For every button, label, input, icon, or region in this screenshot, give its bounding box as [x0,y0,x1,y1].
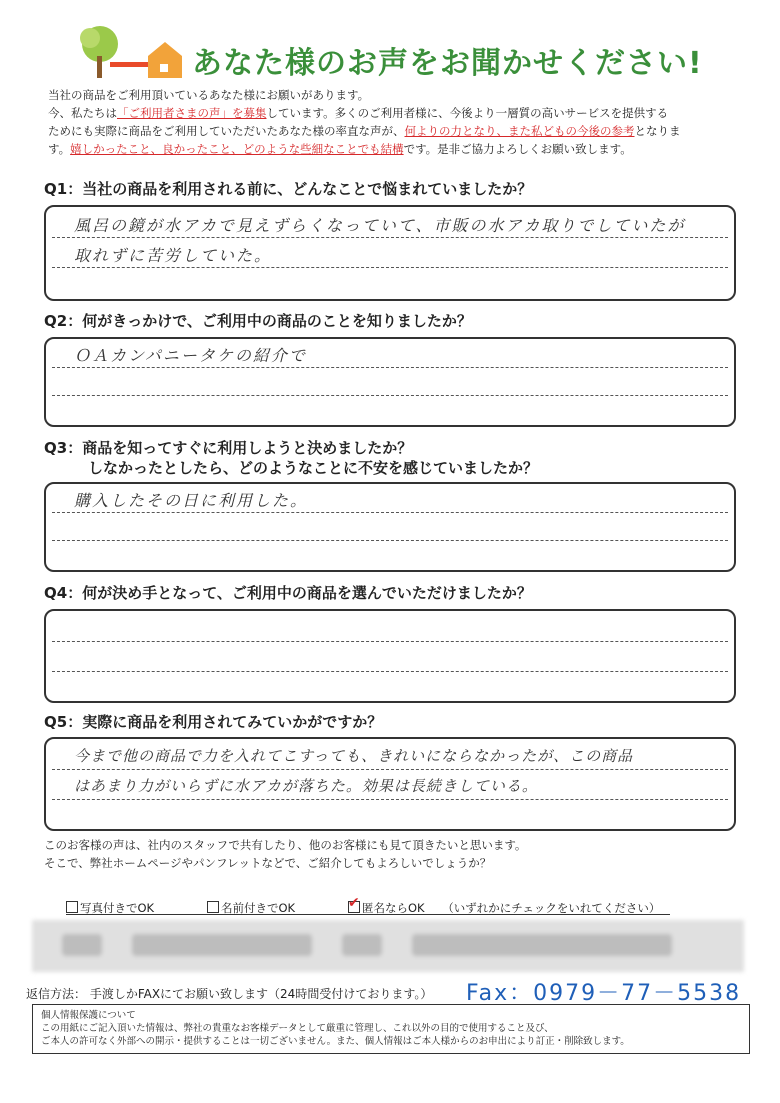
intro-text [48,86,748,158]
privacy-notice [32,1004,750,1054]
question-1-label: Q1：当社の商品を利用される前に、どんなことで悩まれていましたか？ [44,180,533,198]
checkbox-name[interactable] [207,901,219,913]
intro-line-2 [48,104,748,122]
question-3-label-2: しなかったとしたら、どのようなことに不安を感じていましたか？ [88,459,539,477]
question-4-label: Q4：何が決め手となって、ご利用中の商品を選んでいただけましたか？ [44,584,532,602]
checkbox-photo[interactable] [66,901,78,913]
answer-box-3[interactable] [44,482,736,572]
answer-3-line-1: 購入したその日に利用した。 [74,491,309,510]
intro-line-3a: ためにも実際に商品をご利用していただいたあなた様の率直な声が、 [48,124,405,138]
intro-line-3 [48,122,748,140]
consent-underline [66,914,670,915]
page-title: あなた様のお声をお聞かせください! [192,46,703,81]
intro-highlight-2: 何よりの力となり、また私どもの今後の参考 [404,124,635,138]
intro-highlight-3: 嬉しかったこと、良かったこと、どのような些細なことでも結構 [70,142,404,156]
outro-line-2: そこで、弊社ホームページやパンフレットなどで、ご紹介してもよろしいでしょうか？ [44,856,492,870]
question-3-label: Q3：商品を知ってすぐに利用しようと決めましたか？ [44,439,413,457]
consent-name-label: 名前付きでOK [221,901,296,915]
privacy-line-2: ご本人の許可なく外部への開示・提供することは一切ございません。また、個人情報はご本人様からのお申出により訂正・削除致します。 [41,1036,630,1047]
intro-line-4a: す。 [48,142,71,156]
intro-line-1: 当社の商品をご利用頂いているあなた様にお願いがあります。 [48,88,370,102]
privacy-title: 個人情報保護について [41,1010,136,1021]
fax-number: Fax：0979－77－5538 [466,981,742,1006]
intro-highlight-1: 「ご利用者さまの声」を募集 [117,106,267,120]
consent-anonymous-label: 匿名ならOK [362,901,425,915]
answer-box-5[interactable] [44,737,736,831]
answer-box-4[interactable] [44,609,736,703]
answer-2-line-1: ＯＡカンパニータケの紹介で [74,346,307,365]
checkbox-anonymous[interactable] [348,901,360,913]
question-5-label: Q5：実際に商品を利用されてみていかがですか？ [44,713,383,731]
answer-box-1[interactable] [44,205,736,301]
blurred-signature-area [32,920,744,972]
consent-note: （いずれかにチェックをいれてください） [442,901,661,915]
question-2-label: Q2：何がきっかけで、ご利用中の商品のことを知りましたか？ [44,312,472,330]
intro-line-4c: です。是非ご協力よろしくお願い致します。 [403,142,632,156]
outro-line-1: このお客様の声は、社内のスタッフで共有したり、他のお客様にも見て頂きたいと思います。 [44,838,527,852]
tree-house-logo [70,22,190,82]
intro-line-2c: しています。多くのご利用者様に、今後より一層質の高いサービスを提供する [266,106,669,120]
intro-line-3c: となりま [634,124,681,138]
return-method: 返信方法： 手渡しかFAXにてお願い致します（24時間受付けております。） [26,987,433,1001]
answer-5-line-1: 今まで他の商品で力を入れてこすっても、きれいにならなかったが、この商品 [74,747,634,765]
intro-line-2a: 今、私たちは [48,106,117,120]
outro-text [44,836,526,872]
intro-line-4 [48,140,748,158]
answer-1-line-1: 風呂の鏡が水アカで見えずらくなっていて、市販の水アカ取りでしていたが [74,216,686,235]
consent-photo-label: 写真付きでOK [80,901,155,915]
answer-1-line-2: 取れずに苦労していた。 [74,246,273,265]
answer-box-2[interactable] [44,337,736,427]
privacy-line-1: この用紙にご記入頂いた情報は、弊社の貴重なお客様データとして厳重に管理し、これ以外の目的で使用すること及び、 [41,1023,554,1034]
answer-5-line-2: はあまり力がいらずに水アカが落ちた。効果は長続きしている。 [74,777,538,795]
